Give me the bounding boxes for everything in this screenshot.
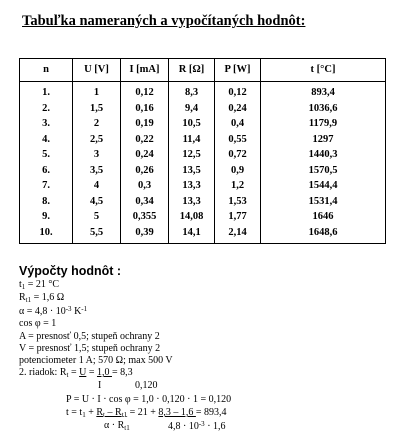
rt1-line: $R_{t1} = 1,6$ Ω	[19, 292, 65, 304]
cell-resistance: 13,3	[169, 194, 215, 210]
table-row	[20, 101, 386, 117]
col-header-n: n	[20, 59, 73, 82]
table-row	[20, 225, 386, 241]
cell-current: 0,26	[121, 163, 169, 179]
cell-temperature: 1648,6	[261, 225, 386, 241]
cell-temperature: 1570,5	[261, 163, 386, 179]
cell-temperature: 1036,6	[261, 101, 386, 117]
cell-n: 2.	[20, 101, 73, 117]
table-row	[20, 194, 386, 210]
cell-voltage: 4,5	[73, 194, 121, 210]
cell-temperature: 1544,4	[261, 178, 386, 194]
row2-resistance-line: 2. riadok: $R_t = U = 1,0 = 8,3$	[19, 367, 133, 379]
cell-temperature: 1440,3	[261, 147, 386, 163]
cell-power: 1,77	[215, 209, 261, 225]
cell-power: 0,9	[215, 163, 261, 179]
power-line: P = U · I · cos φ = 1,0 · 0,120 · 1 = 0,120	[66, 394, 232, 405]
cell-temperature: 1646	[261, 209, 386, 225]
calculations-title: Výpočty hodnôt :	[19, 264, 122, 278]
temperature-line: $t = t_1 + R_t - R_{t1} = 21 + 8,3 - 1,6 = 893,4$	[66, 407, 227, 419]
cell-current: 0,19	[121, 116, 169, 132]
measurement-table	[19, 58, 386, 244]
table-row	[20, 163, 386, 179]
cell-voltage: 4	[73, 178, 121, 194]
cell-resistance: 8,3	[169, 85, 215, 101]
cell-resistance: 13,5	[169, 163, 215, 179]
cell-current: 0,3	[121, 178, 169, 194]
table-row	[20, 178, 386, 194]
cell-power: 0,55	[215, 132, 261, 148]
cell-n: 5.	[20, 147, 73, 163]
col-header-voltage: U [V]	[73, 59, 121, 82]
table-row	[20, 85, 386, 101]
cell-temperature: 1297	[261, 132, 386, 148]
cell-resistance: 14,1	[169, 225, 215, 241]
cos-line: cos φ = 1	[19, 318, 57, 329]
cell-power: 2,14	[215, 225, 261, 241]
cell-resistance: 11,4	[169, 132, 215, 148]
table-row	[20, 147, 386, 163]
cell-power: 0,12	[215, 85, 261, 101]
cell-voltage: 5,5	[73, 225, 121, 241]
cell-resistance: 14,08	[169, 209, 215, 225]
cell-current: 0,22	[121, 132, 169, 148]
table-row	[20, 209, 386, 225]
cell-n: 7.	[20, 178, 73, 194]
cell-temperature: 1179,9	[261, 116, 386, 132]
cell-n: 8.	[20, 194, 73, 210]
cell-power: 0,72	[215, 147, 261, 163]
col-header-current: I [mA]	[121, 59, 169, 82]
cell-power: 1,2	[215, 178, 261, 194]
cell-n: 10.	[20, 225, 73, 241]
cell-temperature: 893,4	[261, 85, 386, 101]
cell-current: 0,16	[121, 101, 169, 117]
col-header-power: P [W]	[215, 59, 261, 82]
cell-current: 0,24	[121, 147, 169, 163]
cell-voltage: 1	[73, 85, 121, 101]
cell-voltage: 3,5	[73, 163, 121, 179]
cell-current: 0,34	[121, 194, 169, 210]
col-header-temperature: t [°C]	[261, 59, 386, 82]
cell-current: 0,39	[121, 225, 169, 241]
cell-current: 0,12	[121, 85, 169, 101]
temperature-denominator-value: $4,8 \cdot 10^{-3} \cdot 1,6$	[168, 420, 226, 432]
cell-temperature: 1531,4	[261, 194, 386, 210]
cell-resistance: 9,4	[169, 101, 215, 117]
cell-power: 0,4	[215, 116, 261, 132]
cell-power: 0,24	[215, 101, 261, 117]
cell-n: 4.	[20, 132, 73, 148]
page-title: Tabuľka nameraných a vypočítaných hodnôt:	[22, 13, 306, 29]
cell-resistance: 13,3	[169, 178, 215, 194]
cell-power: 1,53	[215, 194, 261, 210]
row2-denominator-value: 0,120	[135, 380, 158, 391]
cell-resistance: 12,5	[169, 147, 215, 163]
cell-voltage: 2	[73, 116, 121, 132]
cell-resistance: 10,5	[169, 116, 215, 132]
t1-line: $t_1 = 21$ °C	[19, 279, 60, 291]
table-row	[20, 132, 386, 148]
row2-denominator-i: I	[98, 380, 102, 391]
voltmeter-line: V = presnosť 1,5; stupeň ochrany 2	[19, 343, 161, 354]
cell-current: 0,355	[121, 209, 169, 225]
cell-voltage: 2,5	[73, 132, 121, 148]
table-row	[20, 116, 386, 132]
alpha-line: $\alpha = 4,8 \cdot 10^{-3}$ $K^{-1}$	[19, 305, 88, 317]
table-header-row	[20, 59, 386, 82]
potentiometer-line: potenciometer 1 A; 570 Ω; max 500 V	[19, 355, 173, 366]
cell-n: 6.	[20, 163, 73, 179]
cell-n: 9.	[20, 209, 73, 225]
ammeter-line: A = presnosť 0,5; stupeň ochrany 2	[19, 331, 160, 342]
cell-voltage: 5	[73, 209, 121, 225]
cell-voltage: 3	[73, 147, 121, 163]
cell-n: 1.	[20, 85, 73, 101]
col-header-resistance: R [Ω]	[169, 59, 215, 82]
temperature-denominator-symbolic: $\alpha \cdot R_{t1}$	[104, 420, 130, 432]
cell-voltage: 1,5	[73, 101, 121, 117]
cell-n: 3.	[20, 116, 73, 132]
